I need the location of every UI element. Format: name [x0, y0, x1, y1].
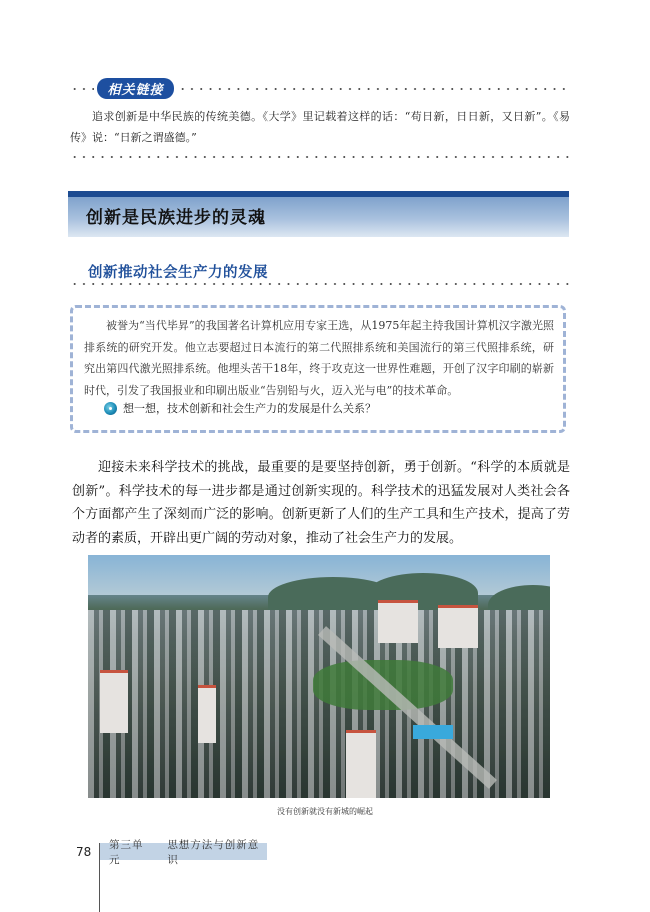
photo-blue-roof [413, 725, 453, 739]
dotted-divider-top [70, 88, 94, 90]
main-paragraph: 迎接未来科学技术的挑战，最重要的是要坚持创新，勇于创新。“科学的本质就是创新”。科学技术的每一进步都是通过创新实现的。科学技术的迅猛发展对人类社会各个方面都产生了深刻而广泛的影响。创新更新了人们的生产工具和生产技术，提高了劳动者的素质，开辟出更广阔的劳动对象，推动了社会生产力的发展。 [72, 460, 570, 546]
footer-unit-title: 思想方法与创新意识 [167, 838, 260, 866]
photo-tower [100, 670, 128, 733]
think-bullet-icon [104, 402, 117, 415]
related-link-paragraph: 追求创新是中华民族的传统美德。《大学》里记载着这样的话：“苟日新，日日新，又日新”。《易传》说：“日新之谓盛德。” [70, 110, 570, 144]
dotted-divider-top-right [178, 88, 570, 90]
related-link-text [70, 106, 570, 148]
story-paragraph: 被誉为“当代毕昇”的我国著名计算机应用专家王选，从1975年起主持我国计算机汉字激光照排系统的研究开发。他立志要超过日本流行的第二代照排系统和美国流行的第三代照排系统，研究出第四代激光照排系统。他埋头苦干18年，终于攻克这一世界性难题，开创了汉字印刷的崭新时代，引发了我国报业和印刷出版业“告别铅与火，迈入光与电”的技术革命。 [84, 319, 554, 397]
related-link-badge: 相关链接 [97, 78, 174, 99]
section-header [68, 191, 569, 237]
photo-tower [346, 730, 376, 798]
think-prompt-text: 想一想，技术创新和社会生产力的发展是什么关系？ [123, 402, 376, 415]
photo-caption: 没有创新就没有新城的崛起 [277, 807, 373, 816]
subheading: 创新推动社会生产力的发展 [88, 265, 268, 281]
main-text [72, 456, 570, 550]
footer-unit-bar [100, 838, 267, 866]
section-title: 创新是民族进步的灵魂 [86, 208, 266, 228]
dotted-divider-bottom [70, 156, 570, 158]
photo-tower [438, 605, 478, 648]
page-number: 78 [76, 845, 92, 859]
photo-tower [378, 600, 418, 643]
footer-unit: 第三单元 [109, 838, 144, 866]
photo-tower [198, 685, 216, 743]
think-prompt [104, 400, 376, 416]
story-text [84, 315, 554, 401]
city-photo [88, 555, 550, 798]
subheading-dotted-divider [70, 283, 570, 285]
